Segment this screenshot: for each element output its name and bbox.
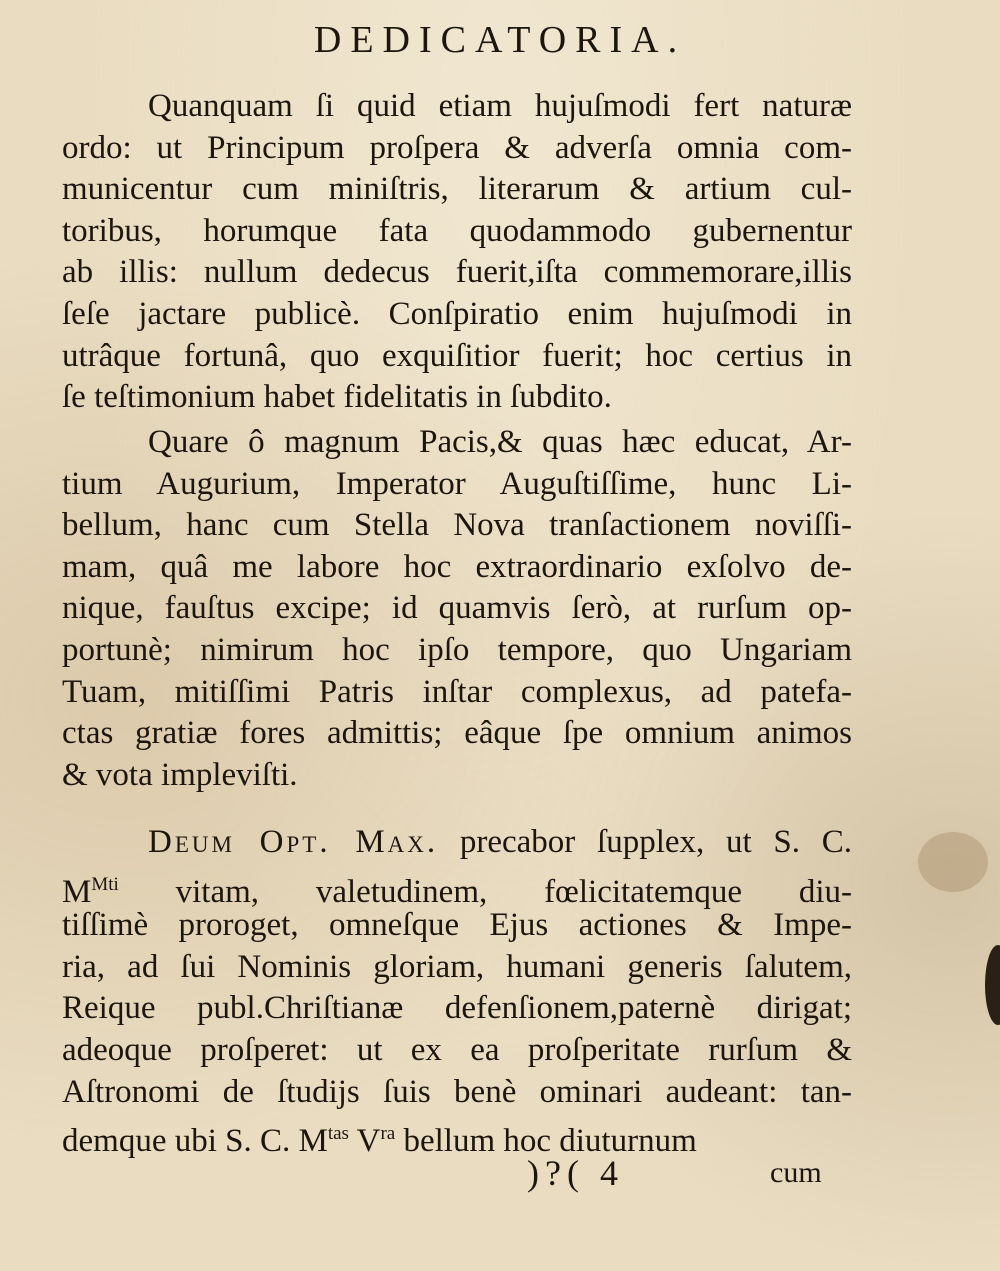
text-line: tium Augurium, Imperator Auguſtiſſime, hunc Li- xyxy=(62,465,852,502)
text-line: Quanquam ſi quid etiam hujuſmodi fert naturæ xyxy=(148,88,852,124)
text-line: ab illis: nullum dedecus fuerit,iſta commemorare,illis xyxy=(62,254,852,291)
text-line: adeoque proſperet: ut ex ea proſperitate rurſum & xyxy=(62,1031,852,1068)
superscript: Mti xyxy=(91,873,119,895)
text-line: nique, fauſtus excipe; id quamvis ſerò, at rurſum op- xyxy=(62,590,852,627)
text-fragment: vitam, valetudinem, fœlicitatemque diu- xyxy=(118,873,852,910)
text-line: & vota impleviſti. xyxy=(62,756,298,793)
text-fragment: demque ubi S. C. M xyxy=(62,1123,328,1160)
page-title: DEDICATORIA. xyxy=(313,19,687,61)
paragraph-2 xyxy=(62,422,852,796)
text-line: ordo: ut Principum proſpera & adverſa omnia com- xyxy=(62,129,852,166)
text-line: Aſtronomi de ſtudijs ſuis benè ominari audeant: tan- xyxy=(62,1073,852,1110)
text-line: Tuam, mitiſſimi Patris inſtar complexus, ad patefa- xyxy=(62,673,852,710)
paper-stain xyxy=(918,832,988,892)
text-line: mam, quâ me labore hoc extraordinario exſolvo de- xyxy=(62,548,852,585)
superscript: ra xyxy=(380,1123,396,1145)
catchword: cum xyxy=(770,1156,822,1189)
deum-small-caps: Deum Opt. Max. xyxy=(148,824,439,860)
text-line: portunè; nimirum hoc ipſo tempore, quo Ungariam xyxy=(62,631,852,668)
text-line: ria, ad ſui Nominis gloriam, humani generis ſalutem, xyxy=(62,948,852,985)
text-line: tiſſimè proroget, omneſque Ejus actiones & Impe- xyxy=(62,907,852,944)
text-line: ſe teſtimonium habet fidelitatis in ſubdito. xyxy=(62,379,612,416)
text-fragment: V xyxy=(348,1123,381,1160)
text-line xyxy=(62,1113,852,1160)
text-line: ctas gratiæ fores admittis; eâque ſpe omnium animos xyxy=(62,715,852,752)
text-fragment: precabor ſupplex, ut S. C. xyxy=(438,824,852,860)
text-line: Quare ô magnum Pacis,& quas hæc educat, Ar- xyxy=(148,424,852,460)
text-line: utrâque fortunâ, quo exquiſitior fuerit; hoc certius in xyxy=(62,337,852,374)
paragraph-1 xyxy=(62,86,852,419)
text-line: bellum, hanc cum Stella Nova tranſactionem noviſſi- xyxy=(62,507,852,544)
paragraph-3 xyxy=(62,822,852,1160)
text-line: Reique publ.Chriſtianæ defenſionem,paternè dirigat; xyxy=(62,990,852,1027)
page-footer xyxy=(0,1152,1000,1202)
text-line xyxy=(62,822,852,864)
text-line: municentur cum miniſtris, literarum & artium cul- xyxy=(62,171,852,208)
ink-blot xyxy=(985,945,1000,1025)
text-fragment: bellum hoc diuturnum xyxy=(395,1123,697,1160)
text-line xyxy=(62,864,852,910)
text-line: toribus, horumque fata quodammodo gubernentur xyxy=(62,212,852,249)
abbrev-m: M xyxy=(62,873,92,910)
signature-mark: )?( 4 xyxy=(527,1153,624,1193)
superscript: tas xyxy=(327,1123,349,1145)
text-line: ſeſe jactare publicè. Conſpiratio enim hujuſmodi in xyxy=(62,295,852,332)
